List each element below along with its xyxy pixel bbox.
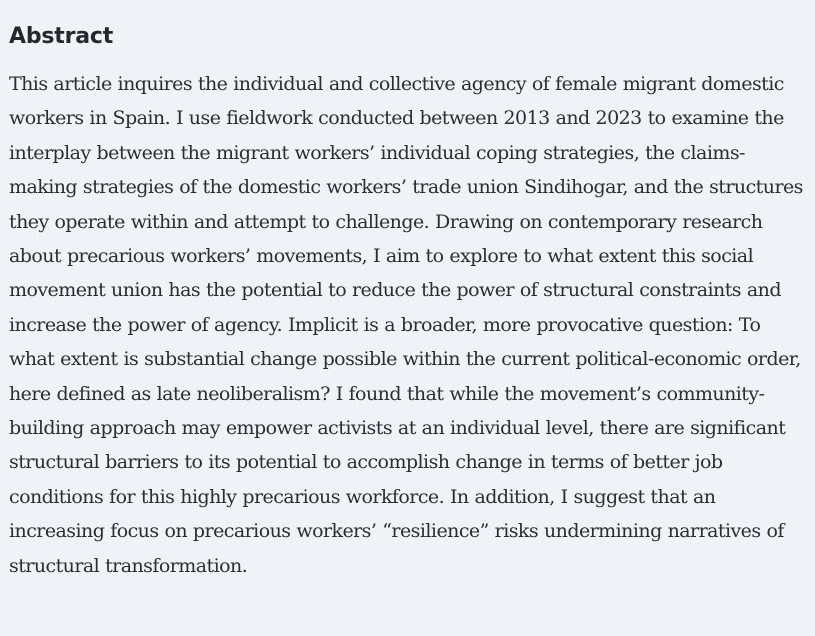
abstract-text: This article inquires the individual and collective agency of female migrant domestic workers in Spain. I use fieldwork conducted between 2013 and 2023 to examine the interplay between the migrant workers’ individual coping strategies, the claims-making strategies of the domestic workers’ trade union Sindihogar, and the structures they operate within and attempt to challenge. Drawing on contemporary research about precarious workers’ movements, I aim to explore to what extent this social movement union has the potential to reduce the power of structural constraints and increase the power of agency. Implicit is a broader, more provocative question: To what extent is substantial change possible within the current political-economic order, here defined as late neoliberalism? I found that while the movement’s community-building approach may empower activists at an individual level, there are significant structural barriers to its potential to accomplish change in terms of better job conditions for this highly precarious workforce. In addition, I suggest that an increasing focus on precarious workers’ “resilience” risks undermining narratives of structural transformation. [9,73,803,577]
abstract-heading: Abstract [9,24,114,49]
